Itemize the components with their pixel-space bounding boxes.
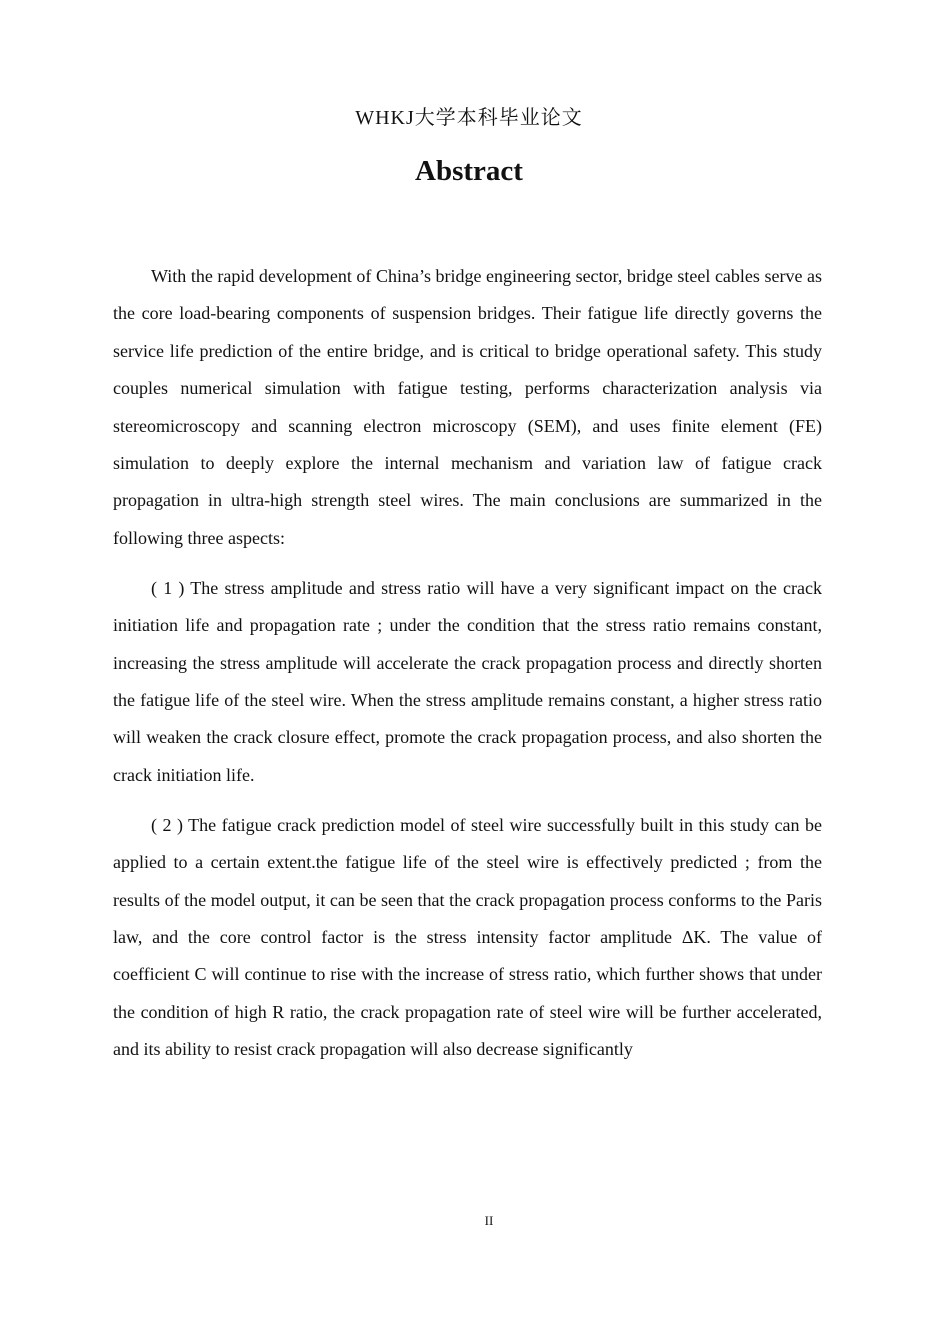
abstract-paragraph-conclusion-1: ( 1 ) The stress amplitude and stress ratio will have a very significant impact on the crack initiation life and propagation rate ; under the condition that the stress ratio remains constant, increasing the stress amplitude will accelerate the crack propagation process and directly shorten the fatigue life of the steel wire. When the stress amplitude remains constant, a higher stress ratio will weaken the crack closure effect, promote the crack propagation process, and also shorten the crack initiation life. [113, 577, 822, 785]
page-title: Abstract [415, 155, 523, 187]
abstract-paragraph-intro: With the rapid development of China’s bridge engineering sector, bridge steel cables serve as the core load-bearing components of suspension bridges. Their fatigue life directly governs the service life prediction of the entire bridge, and is critical to bridge operational safety. This study couples numerical simulation with fatigue testing, performs characterization analysis via stereomicroscopy and scanning electron microscopy (SEM), and uses finite element (FE) simulation to deeply explore the internal mechanism and variation law of fatigue crack propagation in ultra-high strength steel wires. The main conclusions are summarized in the following three aspects: [113, 266, 822, 548]
abstract-paragraph-conclusion-2: ( 2 ) The fatigue crack prediction model of steel wire successfully built in this study can be applied to a certain extent.the fatigue life of the steel wire is effectively predicted ; from the results of the model output, it can be seen that the crack propagation process conforms to the Paris law, and the core control factor is the stress intensity factor amplitude ΔK. The value of coefficient C will continue to rise with the increase of stress ratio, which further shows that under the condition of high R ratio, the crack propagation rate of steel wire will be further accelerated, and its ability to resist crack propagation will also decrease significantly [113, 814, 822, 1060]
running-header: WHKJ大学本科毕业论文 [355, 107, 583, 129]
abstract-body [113, 258, 822, 1081]
page-number: II [484, 1213, 494, 1228]
